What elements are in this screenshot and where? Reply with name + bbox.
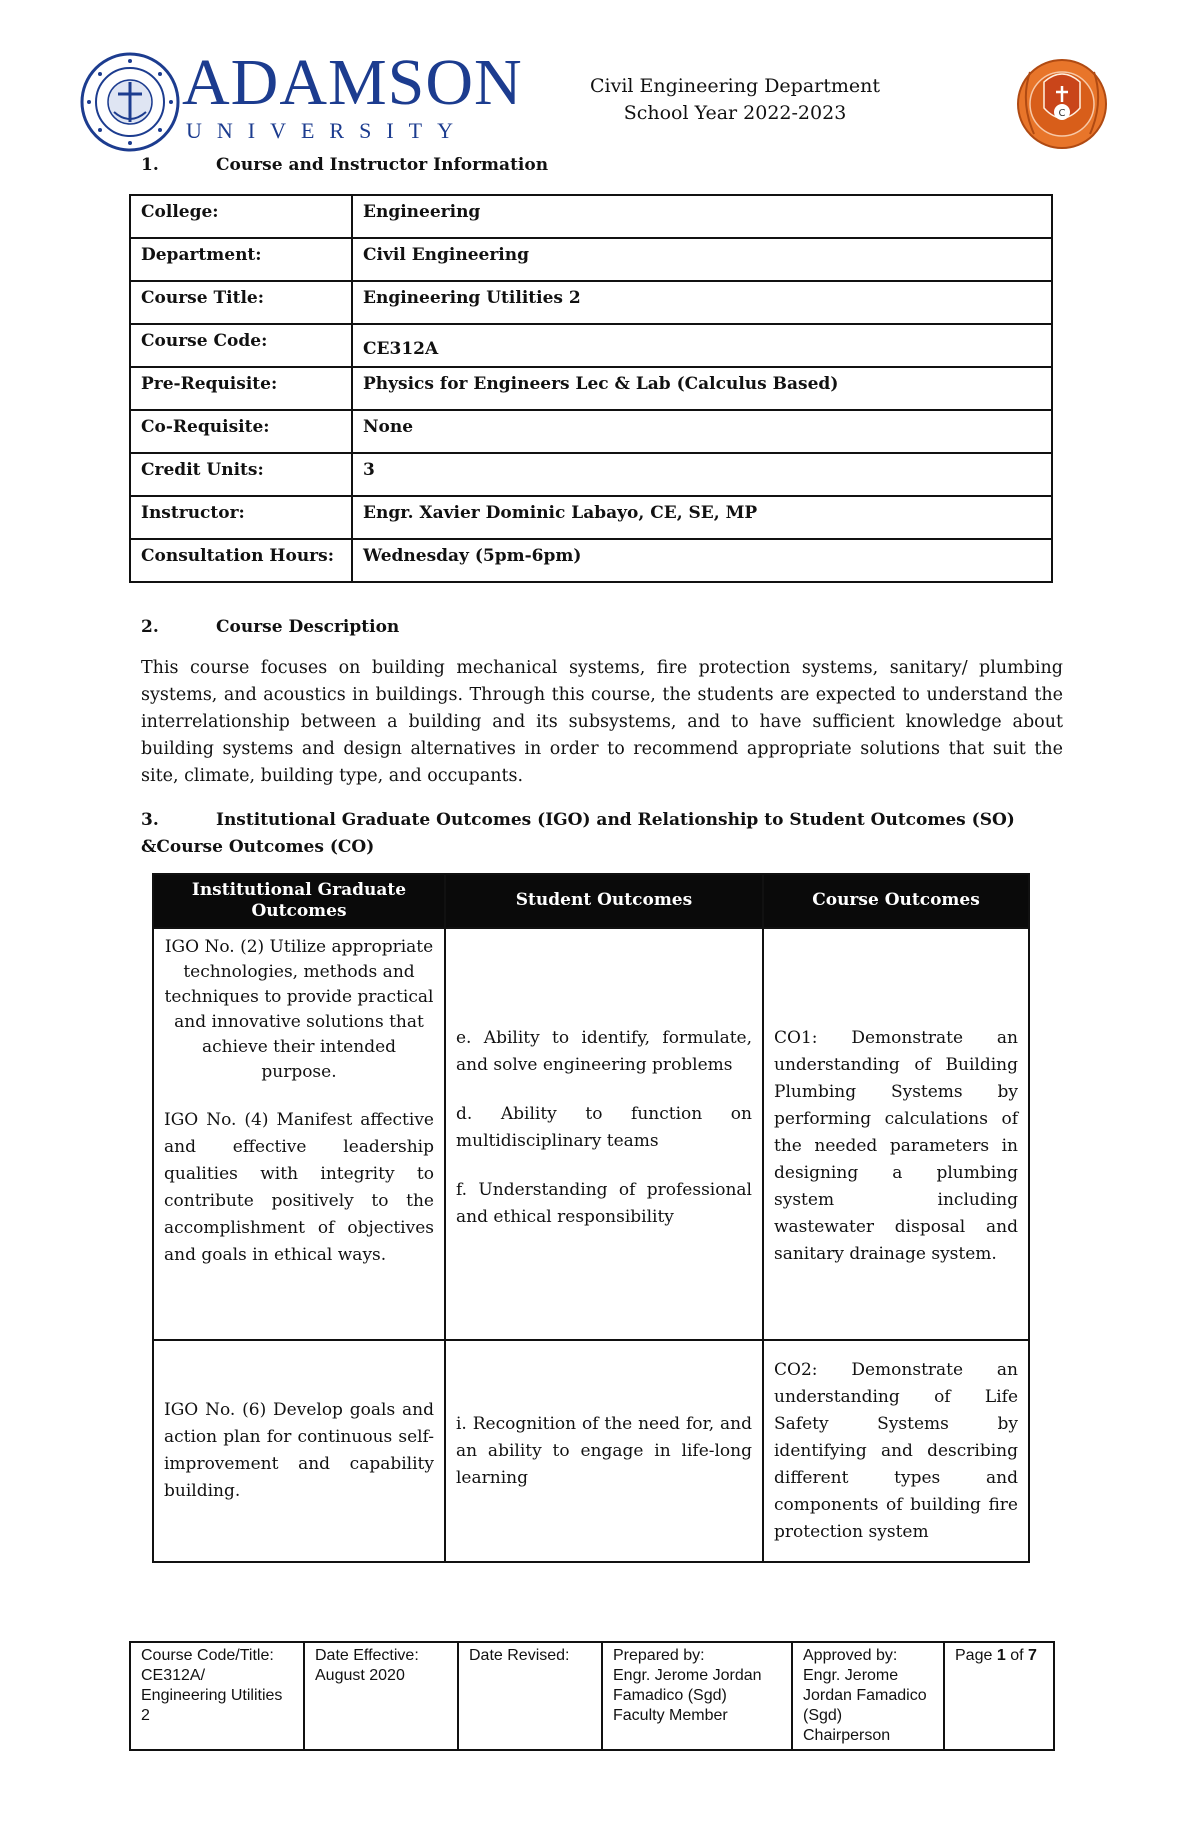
- so-e-text: e. Ability to identify, formulate, and solve engineering problems: [456, 1028, 752, 1075]
- info-value: Wednesday (5pm-6pm): [352, 539, 1052, 582]
- info-value: Engr. Xavier Dominic Labayo, CE, SE, MP: [352, 496, 1052, 539]
- info-label: Department:: [130, 238, 352, 281]
- igo-cell: [153, 928, 445, 1340]
- so-f-text: f. Understanding of professional and ethical responsibility: [456, 1180, 752, 1227]
- course-info-table: [129, 194, 1053, 583]
- co-cell: [763, 928, 1029, 1340]
- page-total: 7: [1027, 1647, 1037, 1664]
- so-d-text: d. Ability to function on multidisciplinary teams: [456, 1104, 752, 1151]
- table-row: [130, 410, 1052, 453]
- section3-heading: [141, 807, 1041, 861]
- table-row: [130, 367, 1052, 410]
- info-value: Physics for Engineers Lec & Lab (Calculus Based): [352, 367, 1052, 410]
- info-label: Consultation Hours:: [130, 539, 352, 582]
- outcomes-table: [152, 873, 1030, 1563]
- info-value: 3: [352, 453, 1052, 496]
- footer-approved-by: [792, 1642, 944, 1750]
- co-cell: [763, 1340, 1029, 1562]
- info-label: Course Code:: [130, 324, 352, 367]
- footer-value: Engr. Jerome Jordan Famadico (Sgd): [613, 1667, 762, 1704]
- section1-title: Course and Instructor Information: [216, 155, 549, 175]
- footer-label: Approved by:: [803, 1647, 898, 1664]
- info-value: Engineering Utilities 2: [352, 281, 1052, 324]
- table-header-row: [153, 874, 1029, 928]
- page-word: Page: [955, 1647, 993, 1664]
- table-row: [130, 453, 1052, 496]
- info-label: Credit Units:: [130, 453, 352, 496]
- footer-date-effective: [304, 1642, 458, 1750]
- footer-value: Engr. Jerome Jordan Famadico (Sgd): [803, 1667, 927, 1724]
- table-row: [130, 195, 1052, 238]
- footer-label: Date Revised:: [469, 1647, 570, 1664]
- info-label: Course Title:: [130, 281, 352, 324]
- footer-date-revised: [458, 1642, 602, 1750]
- course-description-text: This course focuses on building mechanical systems, fire protection systems, sanitary/ plumbing systems, and acoustics in buildings. Through this course, the students are expected to understand the interrelationship between a building and its subsystems, and to have sufficient knowledge about building systems and design alternatives in order to recommend appropriate solutions that suit the site, climate, building type, and occupants.: [141, 658, 1063, 786]
- so-cell: [445, 1340, 763, 1562]
- section2-heading: [141, 617, 399, 637]
- department-heading: Civil Engineering Department: [589, 75, 881, 97]
- table-row: [130, 324, 1052, 367]
- header-co: Course Outcomes: [763, 874, 1029, 928]
- igo-2-text: IGO No. (2) Utilize appropriate technologies, methods and techniques to provide practical and innovative solutions that achieve their intended purpose.: [164, 937, 434, 1082]
- page-current: 1: [996, 1647, 1006, 1664]
- footer-prepared-by: [602, 1642, 792, 1750]
- table-row: [130, 238, 1052, 281]
- footer-row: [130, 1642, 1054, 1750]
- svg-text:C: C: [1058, 108, 1066, 119]
- table-row: [130, 496, 1052, 539]
- footer-role: Chairperson: [803, 1727, 891, 1744]
- table-row: [153, 928, 1029, 1340]
- school-year-heading: School Year 2022-2023: [623, 102, 847, 124]
- section3-number: 3.: [141, 810, 159, 830]
- document-footer: [129, 1641, 1055, 1751]
- footer-label: Prepared by:: [613, 1647, 705, 1664]
- footer-page-number: [944, 1642, 1054, 1750]
- page-of: of: [1010, 1647, 1024, 1664]
- igo-6-text: IGO No. (6) Develop goals and action plan for continuous self-improvement and capability building.: [164, 1400, 434, 1501]
- info-value: CE312A: [352, 324, 1052, 367]
- co1-text: CO1: Demonstrate an understanding of Building Plumbing Systems by performing calculations of the needed parameters in designing a plumbing system including wastewater disposal and sanitary drainage system.: [774, 1028, 1018, 1264]
- table-row: [130, 539, 1052, 582]
- footer-role: Faculty Member: [613, 1707, 728, 1724]
- info-value: Civil Engineering: [352, 238, 1052, 281]
- university-name: ADAMSON: [182, 46, 523, 119]
- engineering-badge-logo: [1012, 52, 1112, 152]
- info-label: Co-Requisite:: [130, 410, 352, 453]
- so-i-text: i. Recognition of the need for, and an ability to engage in life-long learning: [456, 1413, 752, 1488]
- section2-title: Course Description: [216, 617, 400, 637]
- table-row: [130, 281, 1052, 324]
- table-row: [153, 1340, 1029, 1562]
- co2-text: CO2: Demonstrate an understanding of Life Safety Systems by identifying and describing different types and components of building fire protection system: [774, 1359, 1018, 1542]
- so-cell: [445, 928, 763, 1340]
- info-value: Engineering: [352, 195, 1052, 238]
- igo-cell: [153, 1340, 445, 1562]
- info-label: Pre-Requisite:: [130, 367, 352, 410]
- footer-label: Course Code/Title:: [141, 1647, 274, 1664]
- header-so: Student Outcomes: [445, 874, 763, 928]
- header-igo: Institutional Graduate Outcomes: [153, 874, 445, 928]
- university-subtitle: UNIVERSITY: [186, 118, 468, 143]
- info-label: College:: [130, 195, 352, 238]
- info-value: None: [352, 410, 1052, 453]
- section3-title: Institutional Graduate Outcomes (IGO) and Relationship to Student Outcomes (SO) &Course Outcomes (CO): [141, 810, 1015, 857]
- footer-value: CE312A/ Engineering Utilities 2: [141, 1667, 283, 1724]
- footer-label: Date Effective:: [315, 1647, 419, 1664]
- section2-number: 2.: [141, 617, 159, 637]
- igo-4-text: IGO No. (4) Manifest affective and effective leadership qualities with integrity to contribute positively to the accomplishment of objectives and goals in ethical ways.: [164, 1110, 434, 1265]
- footer-value: August 2020: [315, 1667, 405, 1684]
- section1-number: 1.: [141, 155, 159, 175]
- adamson-seal-logo: [80, 52, 180, 152]
- info-label: Instructor:: [130, 496, 352, 539]
- footer-course-code: [130, 1642, 304, 1750]
- section1-heading: [141, 155, 548, 175]
